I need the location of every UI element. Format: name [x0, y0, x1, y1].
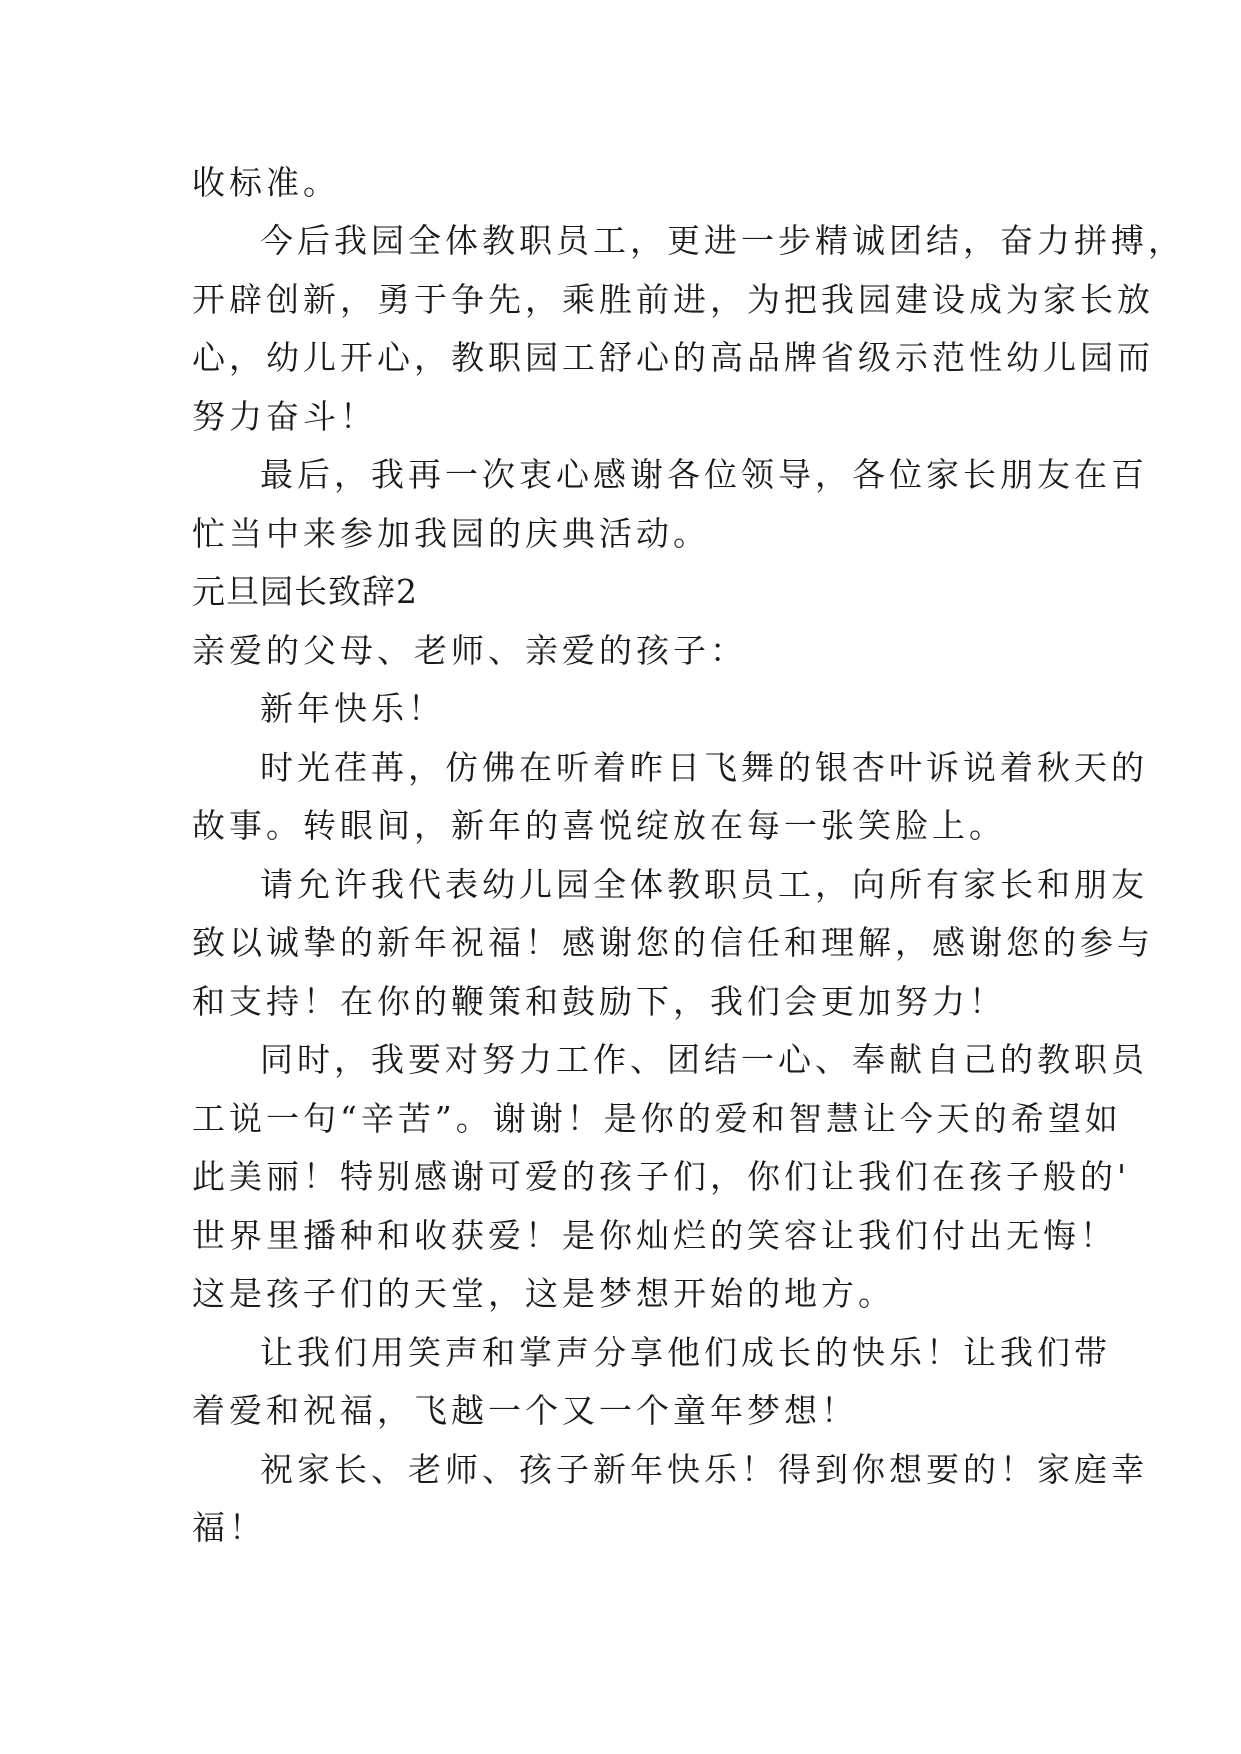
text-line: 世界里播种和收获爱！是你灿烂的笑容让我们付出无悔！ [192, 1216, 1117, 1255]
paragraph-line: 时光荏苒，仿佛在听着昨日飞舞的银杏叶诉说着秋天的 [260, 748, 1148, 787]
paragraph-line: 最后，我再一次衷心感谢各位领导，各位家长朋友在百 [260, 455, 1148, 494]
paragraph-line: 请允许我代表幼儿园全体教职员工，向所有家长和朋友 [260, 865, 1148, 904]
paragraph-line: 让我们用笑声和掌声分享他们成长的快乐！让我们带 [260, 1333, 1111, 1372]
text-line: 开辟创新，勇于争先，乘胜前进，为把我园建设成为家长放 [192, 280, 1154, 319]
text-line: 努力奋斗！ [192, 397, 377, 436]
paragraph-line: 今后我园全体教职员工，更进一步精诚团结，奋力拼搏， [260, 221, 1185, 260]
text-line: 忙当中来参加我园的庆典活动。 [192, 514, 710, 553]
text-line: 和支持！在你的鞭策和鼓励下，我们会更加努力！ [192, 982, 1006, 1021]
text-line: 工说一句“辛苦”。谢谢！是你的爱和智慧让今天的希望如 [192, 1099, 1122, 1138]
greeting: 新年快乐！ [260, 689, 445, 728]
salutation: 亲爱的父母、老师、亲爱的孩子： [192, 631, 747, 670]
text-line: 故事。转眼间，新年的喜悦绽放在每一张笑脸上。 [192, 806, 1006, 845]
text-line: 这是孩子们的天堂，这是梦想开始的地方。 [192, 1274, 895, 1313]
text-line: 此美丽！特别感谢可爱的孩子们，你们让我们在孩子般的' [192, 1157, 1131, 1196]
text-line: 福！ [192, 1508, 266, 1547]
text-line: 心，幼儿开心，教职园工舒心的高品牌省级示范性幼儿园而 [192, 338, 1154, 377]
section-title: 元旦园长致辞2 [192, 572, 418, 611]
text-line: 着爱和祝福，飞越一个又一个童年梦想！ [192, 1391, 858, 1430]
paragraph-line: 祝家长、老师、孩子新年快乐！得到你想要的！家庭幸 [260, 1450, 1148, 1489]
text-line: 致以诚挚的新年祝福！感谢您的信任和理解，感谢您的参与 [192, 923, 1154, 962]
text-line: 收标准。 [192, 163, 340, 202]
paragraph-line: 同时，我要对努力工作、团结一心、奉献自己的教职员 [260, 1040, 1148, 1079]
